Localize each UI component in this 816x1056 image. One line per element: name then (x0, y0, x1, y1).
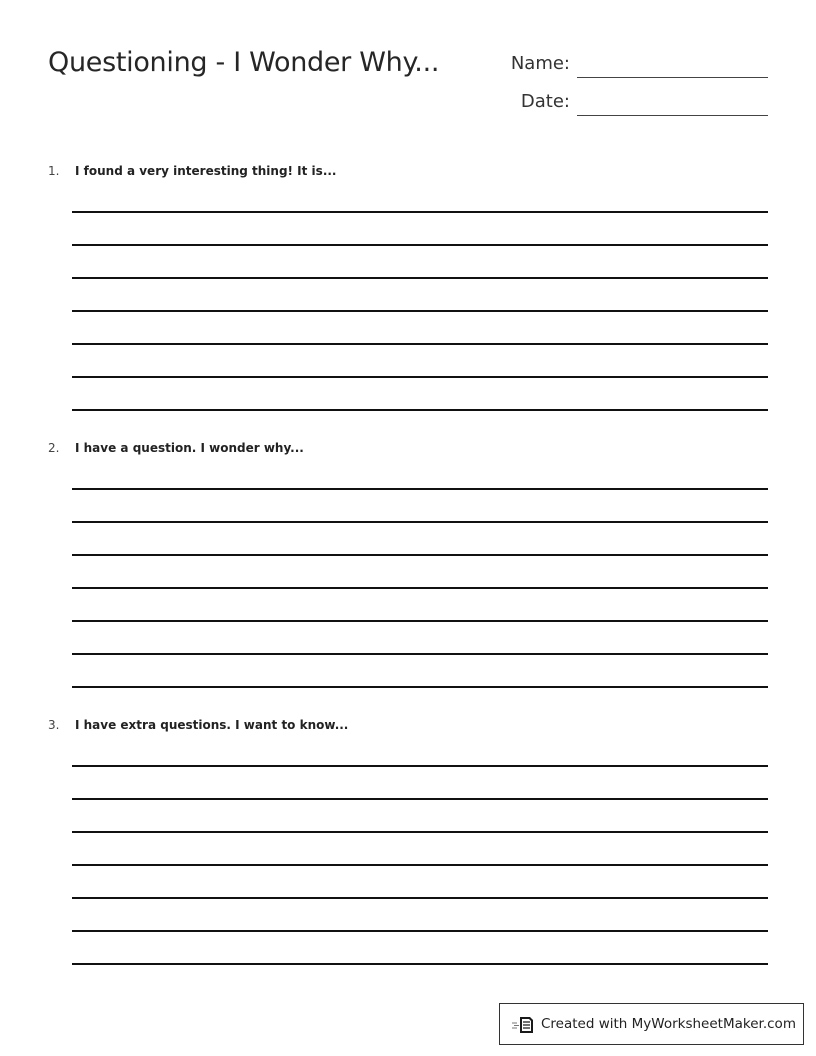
writing-line[interactable] (72, 211, 768, 213)
name-input-line[interactable] (577, 77, 768, 78)
name-field[interactable] (500, 53, 768, 83)
question-number: 2. (48, 441, 60, 455)
writing-line[interactable] (72, 798, 768, 800)
question-text: I have extra questions. I want to know... (75, 718, 349, 732)
question-text: I found a very interesting thing! It is... (75, 164, 337, 178)
date-label: Date: (520, 91, 570, 112)
badge-text: Created with MyWorksheetMaker.com (541, 1016, 796, 1032)
question-number: 3. (48, 718, 60, 732)
date-input-line[interactable] (577, 115, 768, 116)
question-3 (48, 718, 348, 732)
writing-line[interactable] (72, 343, 768, 345)
writing-line[interactable] (72, 897, 768, 899)
document-speed-icon (512, 1016, 534, 1034)
myworksheetmaker-badge[interactable] (499, 1003, 804, 1045)
writing-line[interactable] (72, 554, 768, 556)
writing-line[interactable] (72, 277, 768, 279)
question-2 (48, 441, 304, 455)
writing-line[interactable] (72, 409, 768, 411)
writing-line[interactable] (72, 310, 768, 312)
worksheet-title: Questioning - I Wonder Why... (48, 47, 440, 78)
writing-line[interactable] (72, 686, 768, 688)
writing-line[interactable] (72, 930, 768, 932)
writing-line[interactable] (72, 376, 768, 378)
writing-line[interactable] (72, 244, 768, 246)
writing-line[interactable] (72, 864, 768, 866)
date-field[interactable] (500, 91, 768, 121)
question-number: 1. (48, 164, 60, 178)
writing-line[interactable] (72, 963, 768, 965)
writing-line[interactable] (72, 765, 768, 767)
writing-line[interactable] (72, 653, 768, 655)
writing-line[interactable] (72, 587, 768, 589)
question-1 (48, 164, 337, 178)
question-text: I have a question. I wonder why... (75, 441, 304, 455)
writing-line[interactable] (72, 620, 768, 622)
name-label: Name: (510, 53, 570, 74)
writing-line[interactable] (72, 831, 768, 833)
writing-line[interactable] (72, 521, 768, 523)
writing-line[interactable] (72, 488, 768, 490)
